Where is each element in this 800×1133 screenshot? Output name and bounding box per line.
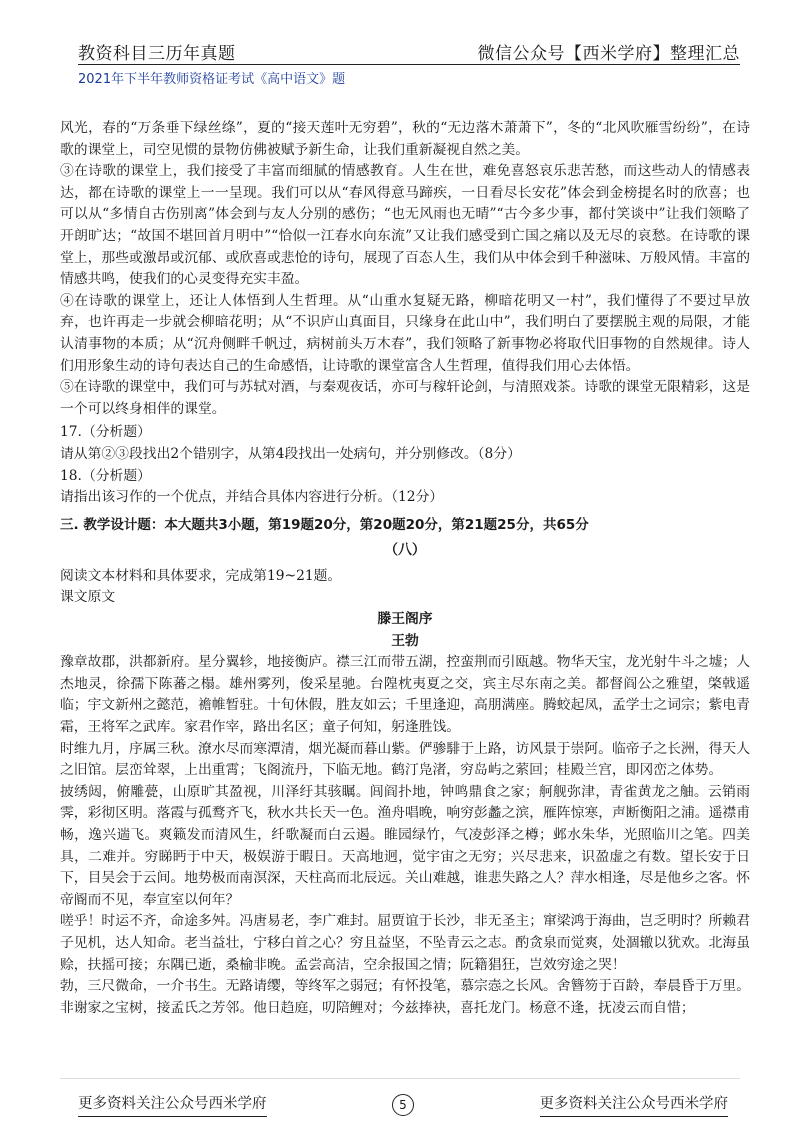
paragraph-philosophy: ④在诗歌的课堂上，还让人体悟到人生哲理。从“山重水复疑无路，柳暗花明又一村”，我们懂得了不要过早放弃，也许再走一步就会柳暗花明；从“不识庐山真面目，只缘身在此山中”，我们明白了要摆脱主观的局限，才能认清事物的本质；从“沉舟侧畔千帆过，病树前头万木春”，我们领略了新事物必将取代旧事物的自然规律。诗人们用形象生动的诗句表达自己的生命感悟，让诗歌的课堂富含人生哲理，值得我们用心去体悟。	[60, 292, 750, 374]
question-type: （分析题）	[81, 424, 151, 441]
text-paragraph-3: 披绣闼，俯雕甍，山原旷其盈视，川泽纡其骇瞩。闾阎扑地，钟鸣鼎食之家；舸舰弥津，青雀黄龙之舳。云销雨霁，彩彻区明。落霞与孤鹜齐飞，秋水共长天一色。渔舟唱晚，响穷彭蠡之滨，雁阵惊寒，声断衡阳之浦。遥襟甫畅，逸兴遄飞。爽籁发而清风生，纤歌凝而白云遏。睢园绿竹，气凌彭泽之樽；邺水朱华，光照临川之笔。四美具，二难并。穷睇眄于中天，极娱游于暇日。天高地迥，觉宇宙之无穷；兴尽悲来，识盈虚之有数。望长安于日下，目吴会于云间。地势极而南溟深，天柱高而北辰远。关山难越，谁悲失路之人？萍水相逢，尽是他乡之客。怀帝阍而不见，奉宣室以何年？	[60, 783, 750, 908]
question-18	[60, 466, 750, 509]
exam-subtitle: 2021年下半年教师资格证考试《高中语文》题	[78, 72, 346, 87]
question-number: 18.	[60, 467, 82, 484]
header-left-title: 教资科目三历年真题	[78, 44, 236, 64]
paragraph-conclusion: ⑤在诗歌的课堂中，我们可与苏轼对酒，与秦观夜话，亦可与稼轩论剑，与清照戏茶。诗歌的课堂无限精彩，这是一个可以终身相伴的课堂。	[60, 379, 750, 417]
page-footer	[78, 1092, 728, 1117]
question-type: （分析题）	[81, 467, 151, 484]
question-17	[60, 422, 750, 465]
text-paragraph-5: 勃，三尺微命，一介书生。无路请缨，等终军之弱冠；有怀投笔，慕宗悫之长风。舍簪笏于百龄，奉晨昏于万里。非谢家之宝树，接孟氏之芳邻。他日趋庭，叨陪鲤对；今兹捧袂，喜托龙门。杨意不逢，抚凌云而自惜；	[60, 978, 750, 1016]
poem-title: 滕王阁序	[377, 611, 433, 628]
poem-author: 王勃	[391, 632, 419, 649]
footer-divider	[60, 1078, 740, 1079]
page-header	[78, 36, 740, 65]
paragraph-emotion: ③在诗歌的课堂上，我们接受了丰富而细腻的情感教育。人生在世，难免喜怒哀乐悲苦愁，而这些动人的情感表达，都在诗歌的课堂上一一呈现。我们可以从“春风得意马蹄疾，一日看尽长安花”体会到金榜提名时的欣喜；也可以从“多情自古伤别离”体会到与友人分别的感伤；“也无风雨也无晴”“古今多少事，都付笑谈中”让我们领略了开朗旷达；“故国不堪回首月明中”“恰似一江春水向东流”又让我们感受到亡国之痛以及无尽的哀愁。在诗歌的课堂上，那些或激昂或沉郁、或欣喜或悲怆的诗句，展现了百态人生，我们从中体会到千种滋味、万般风情。丰富的情感共鸣，使我们的心灵变得充实丰盈。	[60, 163, 750, 288]
footer-left-text: 更多资料关注公众号西米学府	[78, 1092, 267, 1117]
header-right-title: 微信公众号【西米学府】整理汇总	[477, 44, 740, 64]
question-number: 17.	[60, 424, 82, 441]
text-paragraph-1: 豫章故郡，洪都新府。星分翼轸，地接衡庐。襟三江而带五湖，控蛮荆而引瓯越。物华天宝，龙光射牛斗之墟；人杰地灵，徐孺下陈蕃之榻。雄州雾列，俊采星驰。台隍枕夷夏之交，宾主尽东南之美。都督阎公之雅望，棨戟遥临；宇文新州之懿范，襜帷暂驻。十旬休假，胜友如云；千里逢迎，高朋满座。腾蛟起凤，孟学士之词宗；紫电青霜，王将军之武库。家君作宰，路出名区；童子何知，躬逢胜饯。	[60, 654, 750, 736]
page-number: 5	[392, 1094, 414, 1116]
source-label: 课文原文	[60, 589, 116, 606]
section-title: 三. 教学设计题：本大题共3小题，第19题20分，第20题20分，第21题25分，共65分	[60, 516, 589, 533]
question-text: 请从第②③段找出2个错别字，从第4段找出一处病句，并分别修改。（8分）	[60, 445, 521, 462]
text-paragraph-2: 时维九月，序属三秋。潦水尽而寒潭清，烟光凝而暮山紫。俨骖騑于上路，访风景于崇阿。临帝子之长洲，得天人之旧馆。层峦耸翠，上出重霄；飞阁流丹，下临无地。鹤汀凫渚，穷岛屿之萦回；桂殿兰宫，即冈峦之体势。	[60, 740, 750, 779]
question-text: 请指出该习作的一个优点，并结合具体内容进行分析。（12分）	[60, 489, 444, 506]
document-body	[60, 118, 750, 1019]
footer-right-text: 更多资料关注公众号西米学府	[540, 1092, 729, 1117]
paragraph-seasons: 风光，春的“万条垂下绿丝绦”，夏的“接天莲叶无穷碧”，秋的“无边落木萧萧下”，冬的“北风吹雁雪纷纷”，在诗歌的课堂上，司空见惯的景物仿佛被赋予新生命，让我们重新凝视自然之美。	[60, 120, 750, 158]
instruction-text: 阅读文本材料和具体要求，完成第19~21题。	[60, 567, 342, 584]
part-label: （八）	[384, 542, 426, 559]
text-paragraph-4: 嗟乎！时运不齐，命途多舛。冯唐易老，李广难封。屈贾谊于长沙，非无圣主；窜梁鸿于海曲，岂乏明时？所赖君子见机，达人知命。老当益壮，宁移白首之心？穷且益坚，不坠青云之志。酌贪泉而觉爽，处涸辙以犹欢。北海虽赊，扶摇可接；东隅已逝，桑榆非晚。孟尝高洁，空余报国之情；阮籍猖狂，岂效穷途之哭！	[60, 913, 750, 973]
